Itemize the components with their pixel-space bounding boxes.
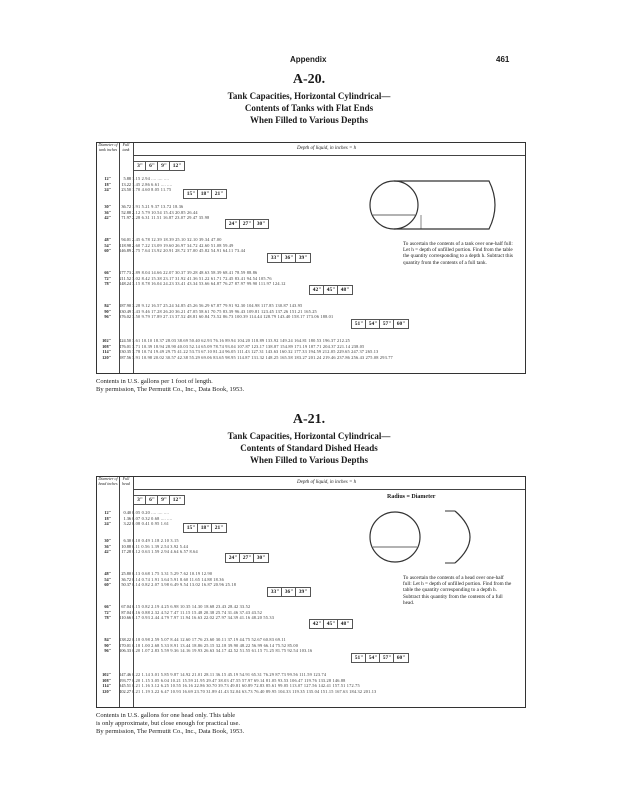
a21-depth-18: 18" <box>197 523 213 533</box>
a21-depth-51: 51" <box>351 653 367 663</box>
tank-end-circle <box>370 181 418 229</box>
head-circle <box>370 512 420 562</box>
a20-depth-48: 48" <box>337 285 353 295</box>
a20-depth-36: 36" <box>281 253 297 263</box>
table-a20-depth-label: Depth of liquid, in inches = h <box>297 146 357 151</box>
table-row: 48" 25.80 0.13 0.68 1.75 3.31 5.29 7.62 10.19 12.90 <box>104 571 213 576</box>
table-row: 108" 476.01 3.71 10.39 18.94 28.90 40.03 52.14 65.09 78.74 93.04 107.87 123.17 138.87 154.89 171.19 187.71 204.37 221.14 238.05 <box>102 343 365 349</box>
table-row: 30" 36.72 1.91 5.21 9.37 13.72 18.36 <box>104 204 184 209</box>
table-a20-footnote-2: By permission, The Permutit Co., Inc., Data Book, 1953. <box>96 386 245 393</box>
table-a20-diameter-header: Diameter of tank inches <box>97 143 120 173</box>
table-row: 72" 87.04 0.16 0.88 2.32 4.52 7.47 11.15 15.48 20.38 25.74 31.46 37.43 43.52 <box>104 609 263 615</box>
table-a21-footnote-3: By permission, The Permutit Co., Inc., Data Book, 1953. <box>96 728 245 735</box>
table-row: 60" 146.89 2.75 7.64 13.92 20.91 28.72 37.00 45.82 54.91 64.11 73.44 <box>104 248 246 253</box>
a20-group-1 <box>97 176 187 193</box>
a21-depth-21: 21" <box>211 523 227 533</box>
a21-depth-48: 48" <box>337 619 353 629</box>
tank-body <box>394 181 495 229</box>
radius-label: Radius = Diameter <box>387 494 436 500</box>
table-a21-footnote-2: is only approximate, but close enough for practical use. <box>96 720 241 727</box>
table-a20-footnote <box>96 378 336 394</box>
table-row: 84" 287.90 3.28 9.12 16.57 25.24 34.85 45.26 56.29 67.87 79.91 92.30 104.98 117.85 130.87 143.95 <box>104 303 303 308</box>
a20-depth-45: 45" <box>323 285 339 295</box>
a20-depth-30: 30" <box>253 219 269 229</box>
table-a20-title-2: Contents of Tanks with Flat Ends <box>244 103 374 113</box>
table-row: 24" 23.50 1.70 4.60 8.05 11.75 <box>104 187 172 192</box>
a20-depth-42: 42" <box>309 285 325 295</box>
a21-depth-30: 30" <box>253 553 269 563</box>
a20-group-4 <box>97 270 317 287</box>
a20-group-3 <box>97 237 273 254</box>
page-number: 461 <box>496 55 510 64</box>
table-row: 66" 177.73 2.89 8.04 14.66 22.07 30.37 39.28 48.63 58.39 68.41 78.59 88.86 <box>104 270 258 275</box>
a21-depth-33: 33" <box>267 587 283 597</box>
table-a20-title-3: When Filled to Various Depths <box>249 115 369 125</box>
a20-depth-39: 39" <box>295 253 311 263</box>
table-a20-note: To ascertain the contents of a tank over one-half full: Let h = depth of unfilled portion. Find from the table the quantity corresponding to a depth h. Subtract this quantity from the contents of a full tank. <box>403 241 513 266</box>
table-row: 78" 110.66 0.17 0.93 2.44 4.79 7.97 11.94 16.63 22.02 27.97 34.39 41.16 48.20 55.33 <box>104 615 275 620</box>
a21-depth-57: 57" <box>379 653 395 663</box>
table-row: 72" 211.52 3.02 8.42 15.38 23.17 31.92 41.36 51.22 61.71 72.45 83.41 94.54 105.76 <box>104 275 272 281</box>
a21-depth-42: 42" <box>309 619 325 629</box>
table-row: 114" 345.51 0.21 1.16 3.12 6.25 10.55 16.16 22.86 30.70 39.73 49.81 60.89 72.83 85.61 99.05 113.07 127.56 142.41 157.51 172.75 <box>102 683 360 688</box>
a20-depth-12: 12" <box>169 161 185 171</box>
table-row: 42" 17.28 0.12 0.63 1.59 2.94 4.64 6.57 8.64 <box>104 549 198 554</box>
table-a21 <box>96 476 526 708</box>
a20-depth-54: 54" <box>365 319 381 329</box>
table-row: 18" 1.36 0.07 0.32 0.68 .... .... <box>104 515 173 521</box>
a20-depth-51: 51" <box>351 319 367 329</box>
table-a21-title-2: Contents of Standard Dished Heads <box>240 443 378 453</box>
a21-depth-24: 24" <box>225 553 241 563</box>
table-row: 96" 206.33 0.20 1.07 2.83 5.59 9.36 14.16 19.93 26.63 34.17 42.52 51.55 61.15 71.25 81.75 92.54 103.16 <box>104 648 313 653</box>
a20-depth-27: 27" <box>239 219 255 229</box>
a21-group-2 <box>97 538 231 555</box>
a20-depth-15: 15" <box>183 189 199 199</box>
table-row: 78" 248.24 3.15 8.78 16.04 24.23 33.41 43.34 53.66 64.87 76.27 87.97 99.90 111.97 124.12 <box>104 281 286 286</box>
table-a21-number: A-21. <box>292 412 326 427</box>
a20-group-2 <box>97 204 231 221</box>
table-row: 36" 52.88 2.12 5.79 10.54 15.43 20.85 26.44 <box>104 209 198 215</box>
a21-depth-6: 6" <box>145 495 159 505</box>
table-row: 12" 5.88 1.15 2.94 .... .... .... <box>104 176 170 181</box>
table-a21-depth-label: Depth of liquid, in inches = h <box>297 480 357 485</box>
table-row: 60" 50.37 0.14 0.82 2.07 3.98 6.49 9.54 13.02 16.87 20.96 25.18 <box>104 582 237 587</box>
a21-depth-54: 54" <box>365 653 381 663</box>
table-row: 12" 0.40 0.05 0.20 .... .... .... <box>104 510 170 515</box>
a21-depth-39: 39" <box>295 587 311 597</box>
table-a20-title-1: Tank Capacities, Horizontal Cylindrical— <box>227 91 391 101</box>
table-row: 102" 424.50 3.61 10.10 18.37 28.03 38.69 50.40 62.93 76.16 89.94 104.20 118.89 133.92 149.24 164.81 180.53 196.37 212.25 <box>102 338 351 343</box>
table-row: 90" 330.49 3.43 9.46 17.28 26.20 36.21 47.05 58.61 70.75 83.39 96.43 109.81 123.45 137.26 151.21 165.25 <box>104 308 317 314</box>
table-a21-footnote <box>96 712 356 736</box>
a21-group-4 <box>97 604 317 621</box>
table-a20-full-header: Full tank <box>119 143 134 173</box>
table-row: 42" 71.97 2.28 6.31 11.51 16.87 23.07 29.47 35.98 <box>104 215 210 220</box>
a21-group-1 <box>97 510 187 527</box>
a20-depth-18: 18" <box>197 189 213 199</box>
a21-depth-36: 36" <box>281 587 297 597</box>
table-a20-number: A-20. <box>292 72 326 87</box>
a21-depth-60: 60" <box>393 653 409 663</box>
table-row: 54" 118.98 2.60 7.22 13.09 19.60 26.97 34.72 42.60 51.08 59.49 <box>104 242 234 248</box>
table-row: 90" 170.01 0.18 1.00 2.68 5.33 8.91 13.44 18.86 25.15 32.18 39.90 48.22 56.99 66.14 75.52 85.00 <box>104 642 299 648</box>
a20-depth-33: 33" <box>267 253 283 263</box>
a20-depth-9: 9" <box>157 161 171 171</box>
a21-group-3 <box>97 571 273 588</box>
head-dish-profile <box>455 511 470 563</box>
a20-group-5 <box>97 303 359 320</box>
table-row: 18" 13.22 1.45 2.86 6.61 .... .... <box>104 181 173 187</box>
dished-head-diagram <box>359 503 509 569</box>
table-row: 66" 67.04 0.15 0.82 2.19 4.25 6.98 10.35 14.30 18.68 23.43 28.42 33.52 <box>104 604 251 609</box>
a20-depth-60: 60" <box>393 319 409 329</box>
table-a21-footnote-1: Contents in U.S. gallons for one head only. This table <box>96 712 236 719</box>
a20-depth-21: 21" <box>211 189 227 199</box>
tank-diagram <box>359 175 509 237</box>
a21-depth-45: 45" <box>323 619 339 629</box>
a20-depth-3: 3" <box>133 161 147 171</box>
section-header: Appendix <box>290 55 327 64</box>
a21-depth-12: 12" <box>169 495 185 505</box>
table-a21-note: To ascertain the contents of a head over one-half full: Let h = depth of unfilled portion. Find from the table the quantity corresponding to a depth h. Subtract this quantity from the contents of a full head. <box>403 575 512 606</box>
a20-depth-6: 6" <box>145 161 159 171</box>
a21-depth-15: 15" <box>183 523 199 533</box>
table-row: 84" 138.22 0.18 0.98 2.59 5.07 8.44 12.60 17.76 23.60 30.11 37.19 44.75 52.67 60.83 69.11 <box>104 637 286 642</box>
a20-group-6 <box>97 338 523 360</box>
table-row: 54" 36.72 0.14 0.74 1.91 3.64 5.91 8.60 11.65 14.88 18.36 <box>104 576 224 582</box>
a21-depth-3: 3" <box>133 495 147 505</box>
table-a21-title-3: When Filled to Various Depths <box>249 455 369 465</box>
table-row: 114" 530.35 3.78 10.74 19.49 29.75 41.22 53.73 67.10 81.24 96.05 111.43 127.31 143.63 160.32 177.33 194.59 212.05 229.65 247.37 265.13 <box>102 349 379 354</box>
table-row: 108" 293.77 0.20 1.15 3.05 6.04 10.21 15.59 21.95 29.47 38.03 47.55 57.97 69.14 81.05 93.53 106.47 119.76 133.28 146.88 <box>102 677 346 683</box>
table-row: 30" 6.30 0.10 0.49 1.18 2.10 3.15 <box>104 538 179 543</box>
table-a21-title-1: Tank Capacities, Horizontal Cylindrical— <box>227 431 391 441</box>
a21-group-5 <box>97 637 359 654</box>
a20-depth-57: 57" <box>379 319 395 329</box>
table-row: 48" 94.01 2.45 6.78 12.39 18.39 25.10 32.10 39.34 47.00 <box>104 237 222 242</box>
table-row: 24" 3.22 0.08 0.41 0.95 1.61 <box>104 521 170 526</box>
table-a20-footnote-1: Contents in U.S. gallons per 1 foot of length. <box>96 378 213 385</box>
table-row: 120" 402.27 0.21 1.19 3.22 6.47 10.93 16.69 23.70 31.89 41.43 52.04 63.73 76.40 89.95 104.33 119.35 135.04 151.15 167.63 184.32 201.13 <box>102 688 377 694</box>
table-a21-full-header: Full head <box>119 477 134 507</box>
table-row: 36" 10.88 0.11 0.56 1.39 2.54 3.92 5.44 <box>104 543 189 549</box>
table-row: 120" 587.56 3.91 10.98 20.02 30.57 42.38 55.29 69.06 83.65 98.95 114.87 131.32 148.25 165.58 183.27 201.24 219.46 237.86 256.43 275.08 293.77 <box>102 354 393 360</box>
a21-depth-27: 27" <box>239 553 255 563</box>
table-a21-diameter-header: Diameter of head inches <box>97 477 120 507</box>
table-a20 <box>96 142 526 374</box>
table-row: 96" 376.02 3.50 9.79 17.89 27.13 37.52 48.81 60.84 73.52 86.73 100.39 114.44 128.79 143.40 158.17 173.06 188.01 <box>104 314 334 319</box>
a21-depth-9: 9" <box>157 495 171 505</box>
table-row: 102" 247.46 0.22 1.14 3.01 5.85 9.87 14.92 21.01 28.11 36.15 45.19 54.91 65.31 76.29 87.73 99.56 111.59 123.74 <box>102 672 327 677</box>
a21-group-6 <box>97 672 523 694</box>
a20-depth-24: 24" <box>225 219 241 229</box>
